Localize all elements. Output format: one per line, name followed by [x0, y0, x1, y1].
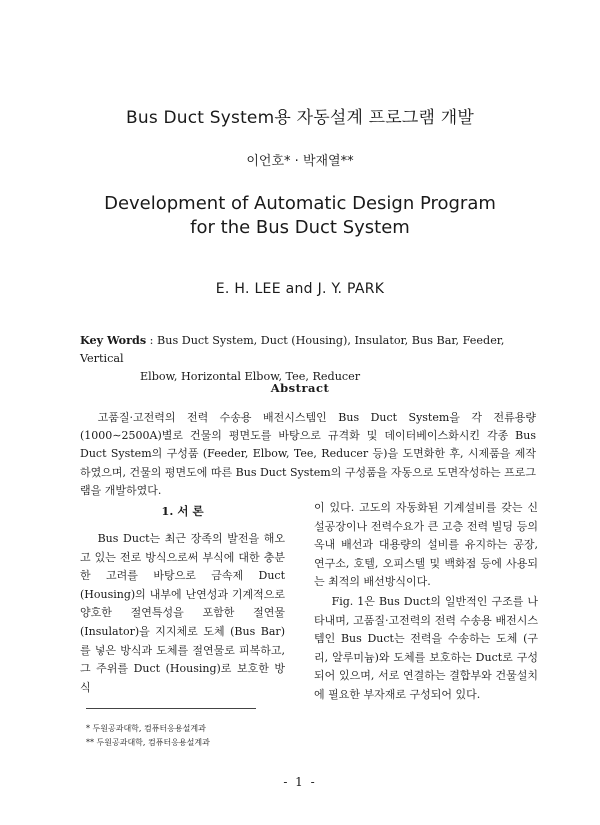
footnote-1: * 두원공과대학, 컴퓨터응용설계과 — [86, 724, 206, 733]
page-number: - 1 - — [283, 775, 317, 789]
authors-korean: 이언호* · 박재열** — [246, 154, 354, 169]
keywords-block — [80, 331, 538, 386]
footnotes — [86, 722, 286, 750]
footnote-2: ** 두원공과대학, 컴퓨터응용설계과 — [86, 738, 210, 747]
abstract-heading: Abstract — [270, 381, 330, 395]
keywords-text-line-2: Elbow, Horizontal Elbow, Tee, Reducer — [140, 370, 361, 383]
title-english-line-1: Development of Automatic Design Program — [104, 193, 496, 214]
authors-english: E. H. LEE and J. Y. PARK — [215, 281, 385, 297]
paper-title-english — [0, 192, 600, 240]
right-column — [314, 499, 538, 705]
abstract-body: 고품질·고전력의 전력 수송용 배전시스템인 Bus Duct System을 각 전류용량 (1000∼2500A)별로 건물의 평면도를 바탕으로 규격화 및 데이터베이스화시킨 각종 Bus Duct System의 구성품 (Feeder, Elbow, Tee, Reducer 등)을 도면화한 후, 시제품을 제작하였으며, 건물의 평면도에 따른 Bus Duct System의 구성품을 자동으로 도면작성하는 프로그램을 개발하였다. — [80, 411, 536, 497]
left-column — [80, 530, 285, 697]
footnote-divider — [86, 708, 256, 709]
intro-paragraph-1-continued: 이 있다. 고도의 자동화된 기계설비를 갖는 신설공장이나 전력수요가 큰 고층 전력 빌딩 등의 옥내 배선과 대용량의 설비를 유지하는 공장, 연구소, 호텔, 오피스텔 및 백화점 등에 사용되는 최적의 배선방식이다. — [314, 501, 538, 589]
intro-paragraph-2: Fig. 1은 Bus Duct의 일반적인 구조를 나타내며, 고품질·고전력의 전력 수송용 배전시스템인 Bus Duct는 전력을 수송하는 도체 (구리, 알루미늄)와 도체를 보호하는 Duct로 구성되어 있으며, 서로 연결하는 결합부와 건물설치에 필요한 부자재로 구성되어 있다. — [314, 594, 538, 701]
title-english-line-2: for the Bus Duct System — [190, 217, 410, 238]
intro-paragraph-1: Bus Duct는 최근 장족의 발전을 해오고 있는 전로 방식으로써 부식에 대한 충분한 고려를 바탕으로 금속제 Duct (Housing)의 내부에 난연성과 기계적으로 양호한 절연특성을 포함한 절연물 (Insulator)을 지지체로 도체 (Bus Bar)를 넣은 방식과 도체를 절연물로 피복하고, 그 주위를 Duct (Housing)로 보호한 방식 — [80, 532, 285, 694]
keywords-text-line-1: Bus Duct System, Duct (Housing), Insulator, Bus Bar, Feeder, Vertical — [80, 334, 505, 365]
keywords-label: Key Words — [80, 333, 147, 347]
keywords-separator: : — [146, 334, 158, 347]
paper-title-korean: Bus Duct System용 자동설계 프로그램 개발 — [125, 108, 475, 128]
section-heading-introduction: 1. 서 론 — [161, 504, 204, 518]
